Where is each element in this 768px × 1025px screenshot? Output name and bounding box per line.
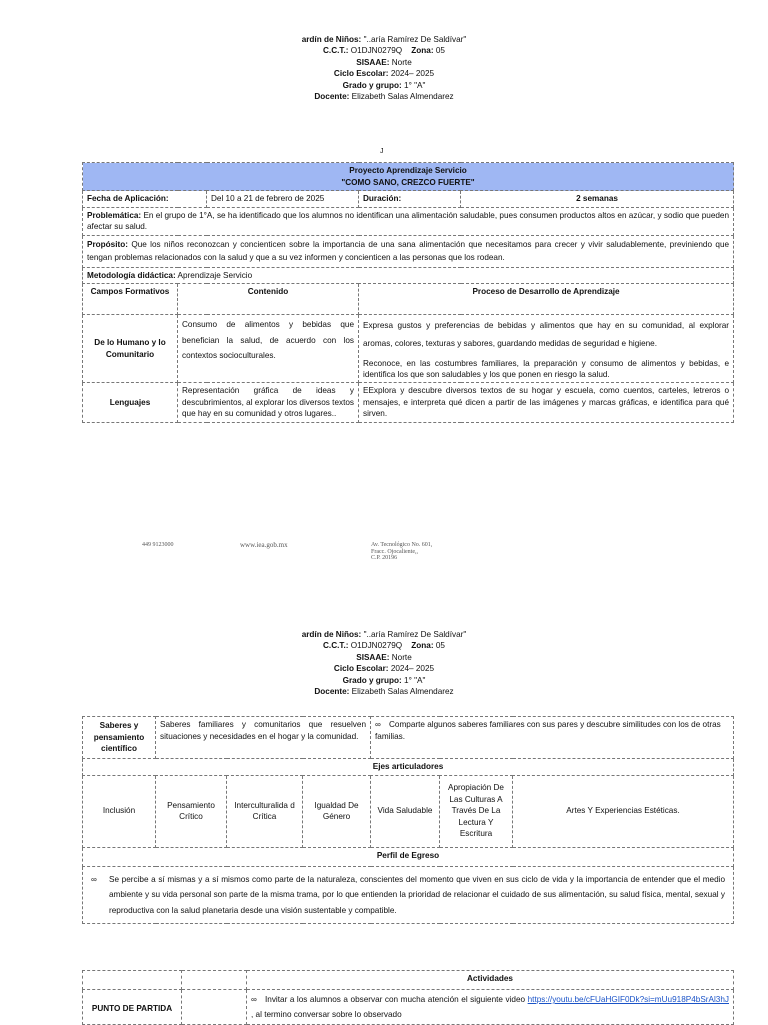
fecha-value: Del 10 a 21 de febrero de 2025 [207, 191, 359, 208]
school-name: "..aría Ramírez De Saldívar" [363, 630, 467, 639]
grado-value: 1° "A" [404, 80, 426, 90]
school-label: ardín de Niños: [301, 35, 362, 44]
school-header [0, 34, 768, 102]
row2-proceso: EExplora y descubre diversos textos de su hogar y escuela, como cuentos, carteles, letreros o mensajes, e interpreta qué dicen a partir de las imágenes y marcas gráficas, e identifica para qué sirven. [359, 383, 734, 423]
punto-partida-label: PUNTO DE PARTIDA [83, 990, 182, 1025]
zona-value: 05 [435, 46, 445, 56]
footer-address [371, 542, 432, 562]
metodologia-cell [83, 267, 734, 284]
metodologia-label: Metodología didáctica: [87, 270, 176, 280]
project-title-line2: "COMO SANO, CREZCO FUERTE" [341, 177, 475, 187]
act-empty-2 [182, 971, 247, 990]
infinity-bullet-icon: ∞ [251, 995, 257, 1004]
problematica-cell [83, 207, 734, 235]
act-empty-3 [182, 990, 247, 1025]
ciclo-value: 2024– 2025 [390, 664, 435, 674]
school-header-2 [0, 629, 768, 697]
ejes-table [82, 716, 734, 924]
punto-text-b: , al termino conversar sobre lo observado [251, 1010, 402, 1019]
ciclo-value: 2024– 2025 [390, 69, 435, 79]
docente-label: Docente: [314, 687, 350, 697]
footer-addr2: Fracc. Ojocaliente,, [371, 548, 418, 555]
docente-value: Elizabeth Salas Almendarez [351, 92, 454, 102]
duracion-label: Duración: [359, 191, 461, 208]
grado-label: Grado y grupo: [342, 675, 402, 685]
saberes-contenido: Saberes familiares y comunitarios que resuelven situaciones y necesidades en el hogar y la comunidad. [156, 717, 371, 759]
zona-label: Zona: [411, 641, 434, 651]
proposito-text: Que los niños reconozcan y concienticen sobre la importancia de una sana alimentación que necesitamos para crecer y vivir saludablemente, previniendo que tengan problemas relacionados con la salud y que a su vez informen y concienticen a las personas que los rodean. [87, 239, 730, 262]
row1-proceso-b: Reconoce, en las costumbres familiares, la preparación y consumo de alimentos y bebidas, e identifica los que son saludables y los que ponen en riesgo la salud. [363, 359, 730, 379]
duracion-value: 2 semanas [461, 191, 734, 208]
footer-addr3: C.P. 20196 [371, 555, 398, 561]
proposito-cell [83, 235, 734, 267]
project-table [82, 162, 734, 423]
grado-label: Grado y grupo: [342, 80, 402, 90]
sisaae-label: SISAAE: [356, 652, 390, 662]
perfil-text: Se percibe a sí mismas y a sí mismos como parte de la naturaleza, conscientes del momento que viven en sus ciclo de vida y la importancia de entender que el medio ambiente y su vida personal son parte de la misma trama, por lo que entienden la prioridad de relacionar el cuidado de sus alimentación, su salud física, mental, sexual y reproductiva con la salud planetaria desde una visión sustentable y compatible. [109, 874, 726, 915]
saberes-label: Saberes y pensamiento científico [83, 717, 156, 759]
row1-proceso-a: Expresa gustos y preferencias de bebidas y alimentos que hay en su comunidad, al explorar aromas, colores, texturas y sabores, guardando medidas de seguridad e higiene. [363, 321, 730, 348]
cct-value: O1DJN0279Q [350, 641, 403, 651]
sisaae-value: Norte [391, 57, 412, 67]
infinity-bullet-icon: ∞ [91, 874, 97, 884]
col-proceso: Proceso de Desarrollo de Aprendizaje [359, 284, 734, 315]
row1-proceso [359, 315, 734, 383]
eje-artes: Artes Y Experiencias Estéticas. [513, 775, 734, 847]
perfil-title: Perfil de Egreso [83, 847, 734, 866]
school-name: "..aría Ramírez De Saldívar" [363, 35, 467, 44]
saberes-proceso [371, 717, 734, 759]
col-campos: Campos Formativos [83, 284, 178, 315]
sisaae-label: SISAAE: [356, 57, 390, 67]
eje-vida-saludable: Vida Saludable [371, 775, 440, 847]
punto-text-a: Invitar a los alumnos a observar con mucha atención el siguiente video [265, 995, 526, 1004]
actividades-table [82, 970, 734, 1025]
perfil-cell [83, 866, 734, 924]
problematica-label: Problemática: [87, 210, 142, 220]
row2-contenido: Representación gráfica de ideas y descubrimientos, al explorar los diversos textos que hay en su comunidad y otros lugares.. [178, 383, 359, 423]
fecha-label: Fecha de Aplicación: [83, 191, 207, 208]
page-mark: J [380, 148, 384, 155]
ciclo-label: Ciclo Escolar: [333, 664, 389, 674]
video-link[interactable]: https://youtu.be/cFUaHGIF0Dk?si=mUu918P4bSrAl3hJ [527, 995, 729, 1004]
zona-label: Zona: [411, 46, 434, 56]
row1-campo: De lo Humano y lo Comunitario [83, 315, 178, 383]
grado-value: 1° "A" [404, 675, 426, 685]
sisaae-value: Norte [391, 652, 412, 662]
actividades-title: Actividades [247, 971, 734, 990]
row1-contenido: Consumo de alimentos y bebidas que benefician la salud, de acuerdo con los contextos socioculturales. [178, 315, 359, 383]
cct-label: C.C.T.: [323, 46, 349, 56]
saberes-proceso-text: Comparte algunos saberes familiares con sus pares y descubre similitudes con los de otras familias. [375, 720, 721, 741]
ciclo-label: Ciclo Escolar: [333, 69, 389, 79]
project-title [83, 163, 734, 191]
docente-label: Docente: [314, 92, 350, 102]
footer-addr1: Av. Tecnológico No. 601, [371, 542, 433, 548]
punto-partida-text [247, 990, 734, 1025]
eje-apropiacion-culturas: Apropiación De Las Culturas A Través De La Lectura Y Escritura [440, 775, 513, 847]
project-title-line1: Proyecto Aprendizaje Servicio [349, 166, 467, 175]
problematica-text: En el grupo de 1°A, se ha identificado que los alumnos no identifican una alimentación saludable, pues consumen productos altos en azúcar, y sodio que pueden afectar su salud. [87, 210, 730, 231]
proposito-label: Propósito: [87, 239, 128, 249]
cct-value: O1DJN0279Q [350, 46, 403, 56]
ejes-title: Ejes articuladores [83, 758, 734, 775]
cct-label: C.C.T.: [323, 641, 349, 651]
zona-value: 05 [435, 641, 445, 651]
eje-interculturalidad: Interculturalida d Crítica [227, 775, 303, 847]
footer-phone: 449 9123000 [142, 542, 174, 548]
metodologia-text: Aprendizaje Servicio [175, 270, 253, 280]
row2-campo: Lenguajes [83, 383, 178, 423]
infinity-bullet-icon: ∞ [375, 720, 381, 729]
eje-pensamiento-critico: Pensamiento Crítico [156, 775, 227, 847]
school-label: ardín de Niños: [301, 630, 362, 639]
eje-inclusion: Inclusión [83, 775, 156, 847]
footer-web: www.iea.gob.mx [240, 541, 288, 549]
docente-value: Elizabeth Salas Almendarez [351, 687, 454, 697]
perfil-item [91, 872, 725, 919]
eje-igualdad-genero: Igualdad De Género [303, 775, 371, 847]
act-empty-1 [83, 971, 182, 990]
col-contenido: Contenido [178, 284, 359, 315]
